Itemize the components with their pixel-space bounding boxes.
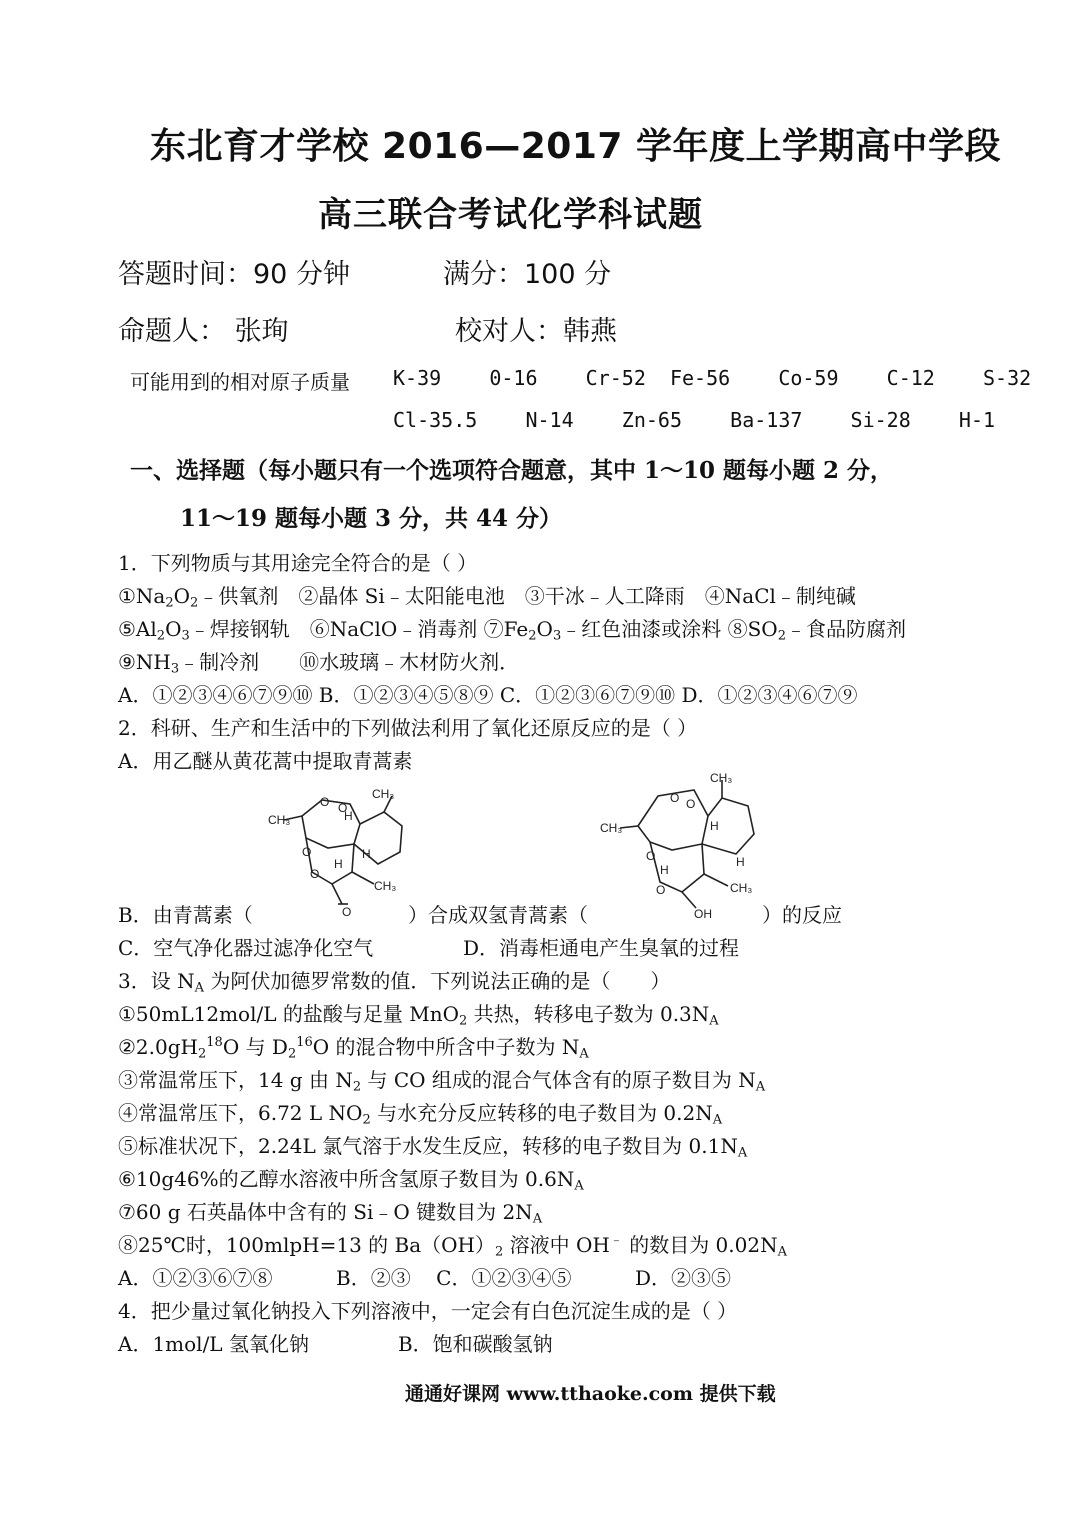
atomic-mass-label: 可能用到的相对原子质量 bbox=[130, 370, 350, 394]
dihydroartemisinin-structure bbox=[598, 770, 768, 920]
artemisinin-o2: O bbox=[338, 801, 348, 815]
exam-title-line2: 高三联合考试化学科试题 bbox=[318, 195, 703, 235]
dihydro-h1: H bbox=[710, 819, 719, 833]
question-3-item-3: ③常温常压下，14 g 由 $N_2$ 与 CO 组成的混合气体含有的原子数目为 $N_A$ bbox=[118, 1068, 766, 1095]
artemisinin-o4: O bbox=[310, 867, 320, 881]
question-2-option-b-mid: ）合成双氢青蒿素（ bbox=[408, 903, 588, 927]
artemisinin-methyl-top: CH₃ bbox=[372, 787, 395, 801]
question-3-options: A．①②③⑥⑦⑧ B．②③ C．①②③④⑤ D．②③⑤ bbox=[118, 1266, 732, 1290]
section-heading-line1: 一、选择题（每小题只有一个选项符合题意，其中 1～10 题每小题 2 分， bbox=[130, 457, 894, 484]
question-3-item-5: ⑤标准状况下，2.24L 氯气溶于水发生反应，转移的电子数目为 $0.1N_A$ bbox=[118, 1134, 748, 1161]
question-3-item-7: ⑦60 g 石英晶体中含有的 Si﹣O 键数目为 $2N_A$ bbox=[118, 1200, 543, 1227]
artemisinin-o1: O bbox=[320, 795, 330, 809]
question-2-stem: 2．科研、生产和生活中的下列做法利用了氧化还原反应的是（ ） bbox=[118, 716, 698, 740]
artemisinin-o3: O bbox=[302, 845, 312, 859]
exam-author: 命题人： 张珣 bbox=[118, 316, 289, 347]
dihydro-h2: H bbox=[736, 855, 745, 869]
artemisinin-methyl-left: CH₃ bbox=[268, 813, 291, 827]
exam-title-line1: 东北育才学校 2016—2017 学年度上学期高中学段 bbox=[150, 126, 1001, 167]
question-1-items-row2: $⑤Al_2O_3﹣$焊接钢轨 ⑥NaClO﹣消毒剂 $⑦Fe_2O_3﹣$红色油漆或涂料 $⑧SO_2﹣$食品防腐剂 bbox=[118, 617, 906, 644]
atomic-mass-row2: Cl-35.5 N-14 Zn-65 Ba-137 Si-28 H-1 bbox=[393, 408, 996, 432]
section-heading-line2: 11～19 题每小题 3 分，共 44 分） bbox=[180, 505, 563, 532]
page-footer: 通通好课网 www.tthaoke.com 提供下载 bbox=[405, 1383, 776, 1405]
question-2-option-c: C．空气净化器过滤净化空气 bbox=[118, 936, 374, 960]
dihydro-o4: O bbox=[656, 883, 666, 897]
artemisinin-h1: H bbox=[344, 809, 353, 823]
exam-time: 答题时间：90 分钟 bbox=[118, 259, 350, 290]
exam-score: 满分：100 分 bbox=[443, 259, 612, 290]
dihydro-o1: O bbox=[670, 791, 680, 805]
question-3-item-4: ④常温常压下，6.72 L $NO_2$ 与水充分反应转移的电子数目为 $0.2N_A$ bbox=[118, 1101, 723, 1128]
artemisinin-carbonyl-o: O bbox=[342, 905, 352, 919]
dihydro-o2: O bbox=[686, 797, 696, 811]
question-3-stem: 3．设 $N_A$ 为阿伏加德罗常数的值．下列说法正确的是（ ） bbox=[118, 969, 671, 996]
dihydro-oh: OH bbox=[694, 907, 712, 921]
dihydro-o3: O bbox=[646, 849, 656, 863]
dihydro-methyl-left: CH₃ bbox=[600, 821, 623, 835]
atomic-mass-row1: K-39 0-16 Cr-52 Fe-56 Co-59 C-12 S-32 bbox=[393, 366, 1032, 390]
question-3-item-1: ①50mL12mol/L 的盐酸与足量 MnO$_2$ 共热，转移电子数为 $0.3N_A$ bbox=[118, 1002, 719, 1029]
question-1-stem: 1．下列物质与其用途完全符合的是（ ） bbox=[118, 551, 478, 575]
dihydro-methyl-top: CH₃ bbox=[710, 771, 733, 785]
dihydro-h3: H bbox=[660, 863, 669, 877]
artemisinin-methyl-bottom: CH₃ bbox=[374, 879, 397, 893]
question-1-options: A．①②③④⑥⑦⑨⑩ B．①②③④⑤⑧⑨ C．①②③⑥⑦⑨⑩ D．①②③④⑥⑦⑨ bbox=[118, 683, 858, 707]
question-4-options: A．1mol/L 氢氧化钠 B．饱和碳酸氢钠 bbox=[118, 1332, 553, 1356]
question-3-item-6: ⑥10g46%的乙醇水溶液中所含氢原子数目为 $0.6N_A$ bbox=[118, 1167, 584, 1194]
question-2-option-b-suffix: ）的反应 bbox=[762, 903, 842, 927]
question-3-item-8: ⑧25℃时，100mlpH=13 的 $Ba(OH)_2$ 溶液中 OH﹣ 的数目为 $0.02N_A$ bbox=[118, 1233, 787, 1260]
dihydro-methyl-bottom: CH₃ bbox=[730, 881, 753, 895]
question-2-option-d: D．消毒柜通电产生臭氧的过程 bbox=[463, 936, 740, 960]
question-4-stem: 4．把少量过氧化钠投入下列溶液中，一定会有白色沉淀生成的是（ ） bbox=[118, 1299, 738, 1323]
question-2-option-b-prefix: B．由青蒿素（ bbox=[118, 903, 253, 927]
artemisinin-h2: H bbox=[362, 847, 371, 861]
question-3-item-2: $②2.0gH_2^{18}O$ 与 $D_2^{16}O$ 的混合物中所含中子数为 $N_A$ bbox=[118, 1035, 589, 1062]
exam-proofreader: 校对人：韩燕 bbox=[455, 316, 617, 347]
question-1-items-row3: $⑨NH_3﹣$制冷剂 ⑩水玻璃﹣木材防火剂． bbox=[118, 650, 520, 677]
question-2-option-a: A．用乙醚从黄花蒿中提取青蒿素 bbox=[118, 749, 413, 773]
artemisinin-structure bbox=[262, 786, 412, 921]
question-1-items-row1: $①Na_2O_2﹣$供氧剂 ②晶体 Si﹣太阳能电池 ③干冰﹣人工降雨 ④NaCl﹣制纯碱 bbox=[118, 584, 856, 611]
artemisinin-h3: H bbox=[334, 857, 343, 871]
